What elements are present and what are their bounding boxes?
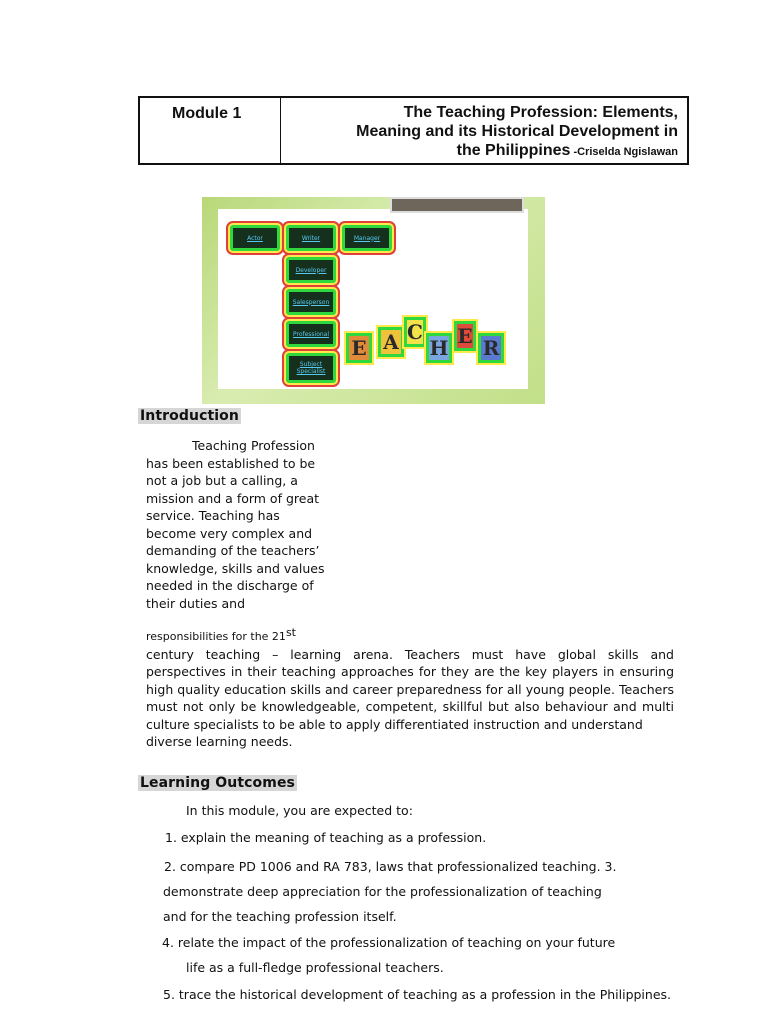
- intro-wide-first-text: responsibilities for the 21: [146, 630, 286, 643]
- learning-outcomes-intro: In this module, you are expected to:: [186, 803, 413, 818]
- intro-line: service. Teaching has: [146, 508, 280, 523]
- illustration-tab: [390, 197, 524, 213]
- introduction-narrow-text: [146, 437, 336, 612]
- outcome-item: 4. relate the impact of the professionalization of teaching on your future: [162, 935, 616, 950]
- introduction-heading: Introduction: [140, 408, 239, 424]
- letter-c-block: C: [404, 317, 426, 347]
- block-professional: Professional: [286, 321, 336, 347]
- intro-wide-line: culture specialists to be able to apply differentiated instruction and understand: [146, 716, 643, 732]
- letter-a-block: A: [378, 327, 404, 357]
- intro-wide-line: century teaching – learning arena. Teachers must have global skills and: [146, 646, 674, 662]
- outcome-item: 1. explain the meaning of teaching as a profession.: [165, 830, 487, 845]
- outcome-item: and for the teaching profession itself.: [163, 909, 397, 924]
- block-subject-specialist: Subject Specialist: [286, 353, 336, 383]
- block-manager: Manager: [342, 225, 392, 251]
- intro-line: become very complex and: [146, 525, 313, 541]
- learning-outcomes-heading: Learning Outcomes: [140, 775, 295, 791]
- intro-line: not a job but a calling, a: [146, 473, 298, 488]
- intro-line: Teaching Profession: [192, 438, 315, 453]
- module-header-table: [138, 96, 689, 165]
- outcome-item: 2. compare PD 1006 and RA 783, laws that professionalized teaching. 3.: [164, 859, 617, 874]
- intro-wide-line: diverse learning needs.: [146, 734, 293, 749]
- intro-wide-first-line: [146, 624, 674, 646]
- module-number: Module 1: [140, 98, 281, 163]
- intro-line: has been established to be: [146, 455, 316, 471]
- intro-wide-line: must not only be knowledgeable, competent, skillful but also behaviour and multi: [146, 699, 674, 714]
- intro-wide-line: perspectives in their teaching approaches for they are the key players in ensuring: [146, 664, 674, 679]
- intro-line: demanding of the teachers’: [146, 543, 320, 558]
- introduction-wide-text: [146, 624, 674, 751]
- author-name: -Criselda Ngislawan: [570, 146, 678, 158]
- block-actor: Actor: [230, 225, 280, 251]
- intro-line: their duties and: [146, 595, 246, 611]
- intro-line: mission and a form of great: [146, 490, 320, 506]
- intro-line: knowledge, skills and values: [146, 560, 325, 576]
- superscript-st: st: [285, 626, 296, 639]
- letter-h-block: H: [426, 333, 452, 363]
- intro-wide-line: high quality education skills and career preparedness for all young people. Teachers: [146, 681, 674, 697]
- block-writer: Writer: [286, 225, 336, 251]
- outcome-item: 5. trace the historical development of teaching as a profession in the Philippines.: [163, 987, 672, 1002]
- letter-e2-block: E: [454, 321, 476, 351]
- block-developer: Developer: [286, 257, 336, 283]
- outcome-item: life as a full-fledge professional teachers.: [186, 960, 444, 975]
- block-salesperson: Salesperson: [286, 289, 336, 315]
- letter-e-block: E: [346, 333, 372, 363]
- title-line-1: The Teaching Profession: Elements,: [403, 104, 678, 121]
- letter-r-block: R: [478, 333, 504, 363]
- module-title: [281, 98, 687, 163]
- title-line-2: Meaning and its Historical Development in: [356, 123, 678, 140]
- title-line-3: [281, 141, 678, 162]
- intro-line: needed in the discharge of: [146, 578, 314, 593]
- title-line-3-text: the Philippines: [456, 142, 571, 159]
- teacher-illustration: [202, 197, 545, 404]
- outcome-item: demonstrate deep appreciation for the professionalization of teaching: [163, 884, 602, 899]
- illustration-canvas: [218, 209, 528, 389]
